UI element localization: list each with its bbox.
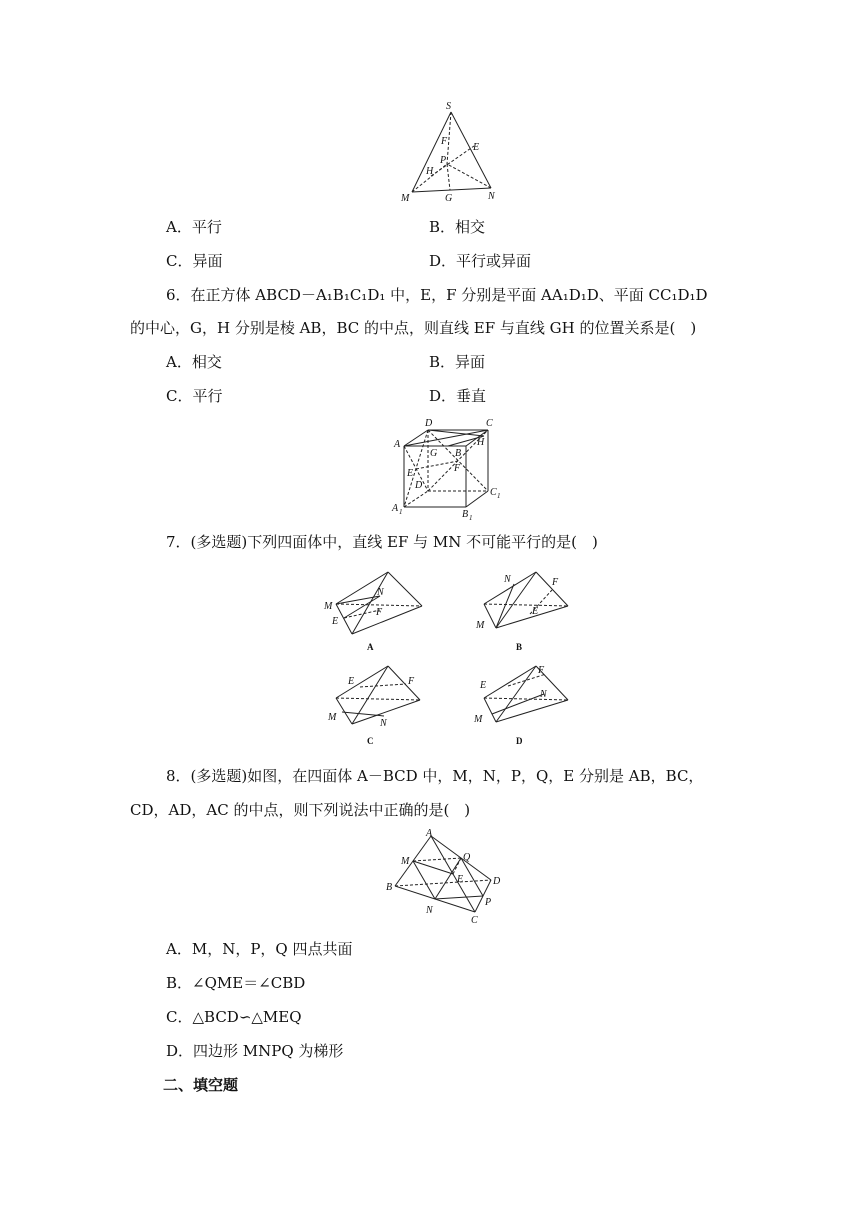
label-a: A [426,828,433,839]
q8-option-c: C．△BCD∽△MEQ [166,1008,302,1026]
figure-7b-caption: B [516,642,523,652]
label-e: E [407,468,414,479]
figure-7a-caption: A [367,642,374,652]
label-h: H [426,166,434,177]
q6-option-b: B．异面 [429,353,486,371]
label-s: S [446,101,451,112]
label-f: F [552,577,559,588]
label-a: A [394,439,401,450]
label-n: N [377,587,384,598]
q6-option-d: D．垂直 [429,387,487,405]
label-m: M [324,601,333,612]
q5-option-c: C．异面 [166,252,223,270]
label-e: E [457,874,464,885]
q5-option-a: A．平行 [166,218,222,236]
label-b1-sub: 1 [469,514,473,522]
label-a1: A [392,503,399,514]
label-p: P [440,155,447,166]
label-b: B [386,882,393,893]
label-b1: B [462,509,469,520]
q7-text: 7．(多选题)下列四面体中，直线 EF 与 MN 不可能平行的是( ) [166,533,598,551]
q8-line-1: 8．(多选题)如图，在四面体 A－BCD 中，M，N，P，Q，E 分别是 AB，BC， [166,767,704,785]
figure-cube [388,414,513,524]
section-heading: 二、填空题 [163,1076,239,1094]
q6-line-1: 6．在正方体 ABCD－A₁B₁C₁D₁ 中，E，F 分别是平面 AA₁D₁D、平面 CC₁D₁D [166,286,708,304]
figure-7a [322,566,427,656]
label-n: N [426,905,433,916]
label-n: N [488,191,495,202]
q8-option-d: D．四边形 MNPQ 为梯形 [166,1042,344,1060]
label-m: M [328,712,337,723]
label-c1: C [490,487,497,498]
q6-option-c: C．平行 [166,387,223,405]
q8-option-b: B．∠QME＝∠CBD [166,974,306,992]
figure-tetrahedron-abcd [383,828,508,928]
q5-option-b: B．相交 [429,218,486,236]
q6-line-2: 的中心，G，H 分别是棱 AB，BC 的中点，则直线 EF 与直线 GH 的位置关系是( ) [130,319,697,337]
figure-7b [470,566,575,656]
label-m: M [401,856,410,867]
label-c: C [471,915,478,926]
label-b: B [455,448,462,459]
label-e: E [473,142,480,153]
q8-line-2: CD，AD，AC 的中点，则下列说法中正确的是( ) [130,801,471,819]
q6-option-a: A．相交 [166,353,222,371]
label-n: N [380,718,387,729]
label-e: E [332,616,339,627]
label-h: H [477,437,485,448]
label-e: E [532,606,539,617]
label-f: F [408,676,415,687]
figure-tetrahedron-smn [395,100,505,210]
label-a1-sub: 1 [399,508,403,516]
figure-7c-caption: C [367,736,374,746]
q5-option-d: D．平行或异面 [429,252,532,270]
label-n: N [540,689,547,700]
label-d1: D [415,480,423,491]
label-e: E [480,680,487,691]
label-f: F [454,463,461,474]
label-m: M [474,714,483,725]
label-d: D [493,876,501,887]
label-f: F [538,665,545,676]
label-d: D [425,418,433,429]
figure-7c [322,660,427,750]
label-c1-sub: 1 [497,492,501,500]
q8-option-a: A．M，N，P，Q 四点共面 [166,940,353,958]
label-c: C [486,418,493,429]
label-f: F [376,607,383,618]
label-g: G [445,193,453,204]
label-q: Q [463,852,471,863]
label-g: G [430,448,438,459]
label-p: P [485,897,492,908]
figure-7d-caption: D [516,736,523,746]
label-e: E [348,676,355,687]
label-m: M [476,620,485,631]
figure-7d [470,660,575,750]
label-f: F [441,136,448,147]
label-n: N [504,574,511,585]
label-m: M [401,193,410,204]
